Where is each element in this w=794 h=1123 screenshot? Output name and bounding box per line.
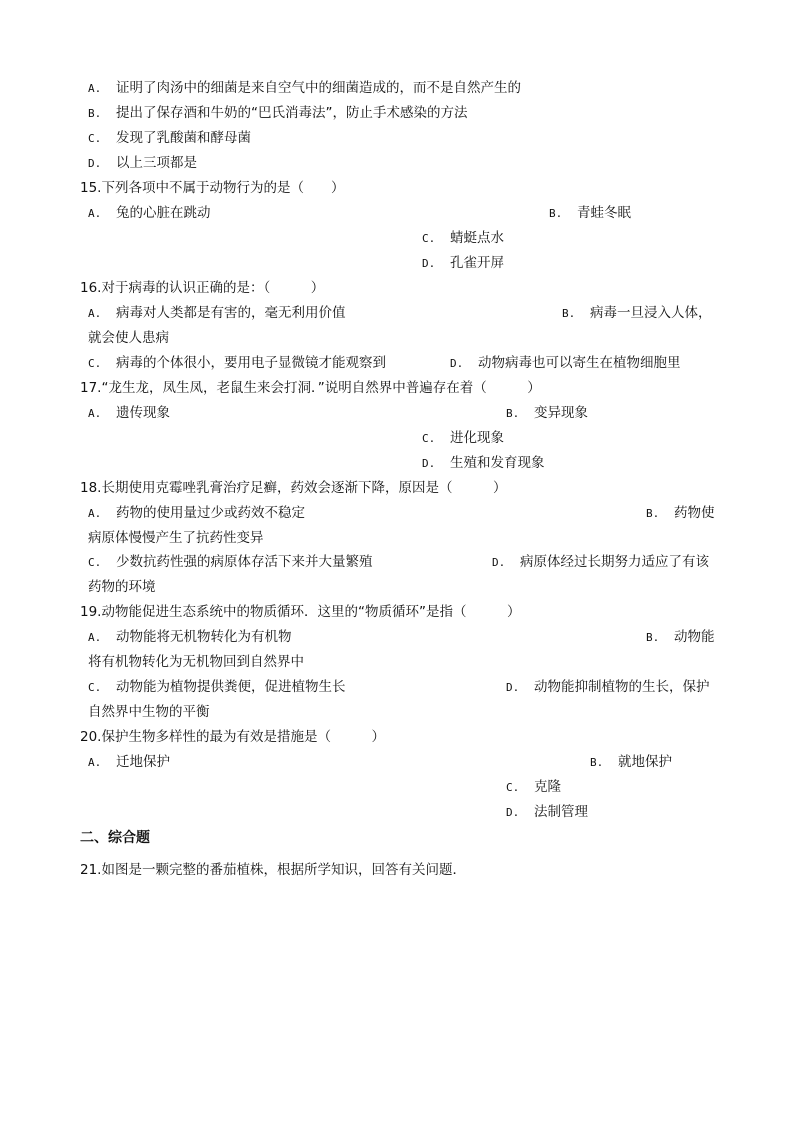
option-letter: D. [506,681,520,694]
section-title: 二、综合题 [80,830,150,846]
option-letter: D. [88,157,102,170]
q18-option-b[interactable] [646,503,715,524]
q14-option-b[interactable] [88,103,468,124]
q19-option-b-continued: 将有机物转化为无机物回到自然界中 [88,654,304,670]
option-text: 迁地保护 [116,754,170,770]
q17-option-c[interactable] [422,428,504,449]
q16-option-a[interactable] [88,303,346,324]
option-text: 病毒一旦浸入人体， [590,305,712,321]
option-letter: A. [88,307,102,320]
option-letter: A. [88,507,102,520]
option-text: 病毒的个体很小，要用电子显微镜才能观察到 [116,355,386,371]
option-letter: C. [88,132,102,145]
q15-option-a[interactable] [88,203,211,224]
q20-option-d[interactable] [506,802,588,823]
question-17-stem: 17.“龙生龙，凤生凤，老鼠生来会打洞．”说明自然界中普遍存在着（ ） [80,380,541,396]
option-letter: A. [88,756,102,769]
option-text: 动物能将无机物转化为有机物 [116,629,292,645]
option-letter: D. [506,806,520,819]
option-letter: D. [492,556,506,569]
option-letter: B. [549,207,563,220]
option-text: 动物能为植物提供粪便，促进植物生长 [116,679,346,695]
option-text: 青蛙冬眠 [577,205,631,221]
q14-option-a[interactable] [88,78,521,99]
option-letter: A. [88,207,102,220]
question-21-stem: 21.如图是一颗完整的番茄植株，根据所学知识，回答有关问题． [80,862,466,878]
question-18-stem: 18.长期使用克霉唑乳膏治疗足癣，药效会逐渐下降，原因是（ ） [80,480,507,496]
q14-option-d[interactable] [88,153,197,174]
option-text: 进化现象 [450,430,504,446]
q18-option-c[interactable] [88,552,373,573]
q19-option-b[interactable] [646,627,715,648]
option-text: 病原体经过长期努力适应了有该 [520,554,709,570]
option-text: 遗传现象 [116,405,170,421]
q17-option-d[interactable] [422,453,545,474]
option-letter: B. [646,507,660,520]
q16-option-c[interactable] [88,353,386,374]
option-text: 克隆 [534,779,561,795]
q20-option-b[interactable] [590,752,672,773]
q18-option-b-continued: 病原体慢慢产生了抗药性变异 [88,530,264,546]
q16-option-d[interactable] [450,353,681,374]
q14-option-c[interactable] [88,128,251,149]
q19-option-a[interactable] [88,627,292,648]
q18-option-d[interactable] [492,552,709,573]
option-letter: C. [88,681,102,694]
q19-option-c[interactable] [88,677,346,698]
option-letter: B. [590,756,604,769]
option-letter: D. [422,257,436,270]
option-letter: D. [450,357,464,370]
q18-option-a[interactable] [88,503,305,524]
option-text: 动物病毒也可以寄生在植物细胞里 [478,355,681,371]
option-text: 法制管理 [534,804,588,820]
option-letter: A. [88,631,102,644]
question-15-stem: 15.下列各项中不属于动物行为的是（ ） [80,180,345,196]
option-text: 动物能 [674,629,715,645]
q19-option-d-continued: 自然界中生物的平衡 [88,704,210,720]
option-text: 生殖和发育现象 [450,455,545,471]
option-letter: B. [562,307,576,320]
option-text: 蜻蜓点水 [450,230,504,246]
q20-option-c[interactable] [506,777,561,798]
q15-option-c[interactable] [422,228,504,249]
option-text: 药物的使用量过少或药效不稳定 [116,505,305,521]
option-letter: C. [422,232,436,245]
option-letter: B. [506,407,520,420]
q18-option-d-continued: 药物的环境 [88,579,156,595]
option-text: 就地保护 [618,754,672,770]
option-text: 药物使 [674,505,715,521]
option-text: 发现了乳酸菌和酵母菌 [116,130,251,146]
option-text: 少数抗药性强的病原体存活下来并大量繁殖 [116,554,373,570]
option-text: 提出了保存酒和牛奶的“巴氏消毒法”，防止手术感染的方法 [116,105,468,121]
q16-option-b-continued: 就会使人患病 [88,330,169,346]
option-letter: C. [422,432,436,445]
q19-option-d[interactable] [506,677,710,698]
option-text: 以上三项都是 [116,155,197,171]
option-letter: B. [88,107,102,120]
q15-option-d[interactable] [422,253,504,274]
question-20-stem: 20.保护生物多样性的最为有效是措施是（ ） [80,729,385,745]
question-19-stem: 19.动物能促进生态系统中的物质循环．这里的“物质循环”是指（ ） [80,604,521,620]
option-text: 动物能抑制植物的生长，保护 [534,679,710,695]
option-letter: C. [88,357,102,370]
q17-option-b[interactable] [506,403,588,424]
option-text: 孔雀开屏 [450,255,504,271]
q15-option-b[interactable] [549,203,631,224]
option-letter: A. [88,82,102,95]
q16-option-b[interactable] [562,303,712,324]
option-letter: A. [88,407,102,420]
option-letter: C. [88,556,102,569]
option-letter: D. [422,457,436,470]
option-text: 证明了肉汤中的细菌是来自空气中的细菌造成的，而不是自然产生的 [116,80,521,96]
option-text: 病毒对人类都是有害的，毫无利用价值 [116,305,346,321]
option-letter: B. [646,631,660,644]
question-16-stem: 16.对于病毒的认识正确的是：（ ） [80,280,325,296]
q20-option-a[interactable] [88,752,170,773]
option-text: 变异现象 [534,405,588,421]
q17-option-a[interactable] [88,403,170,424]
option-letter: C. [506,781,520,794]
option-text: 兔的心脏在跳动 [116,205,211,221]
